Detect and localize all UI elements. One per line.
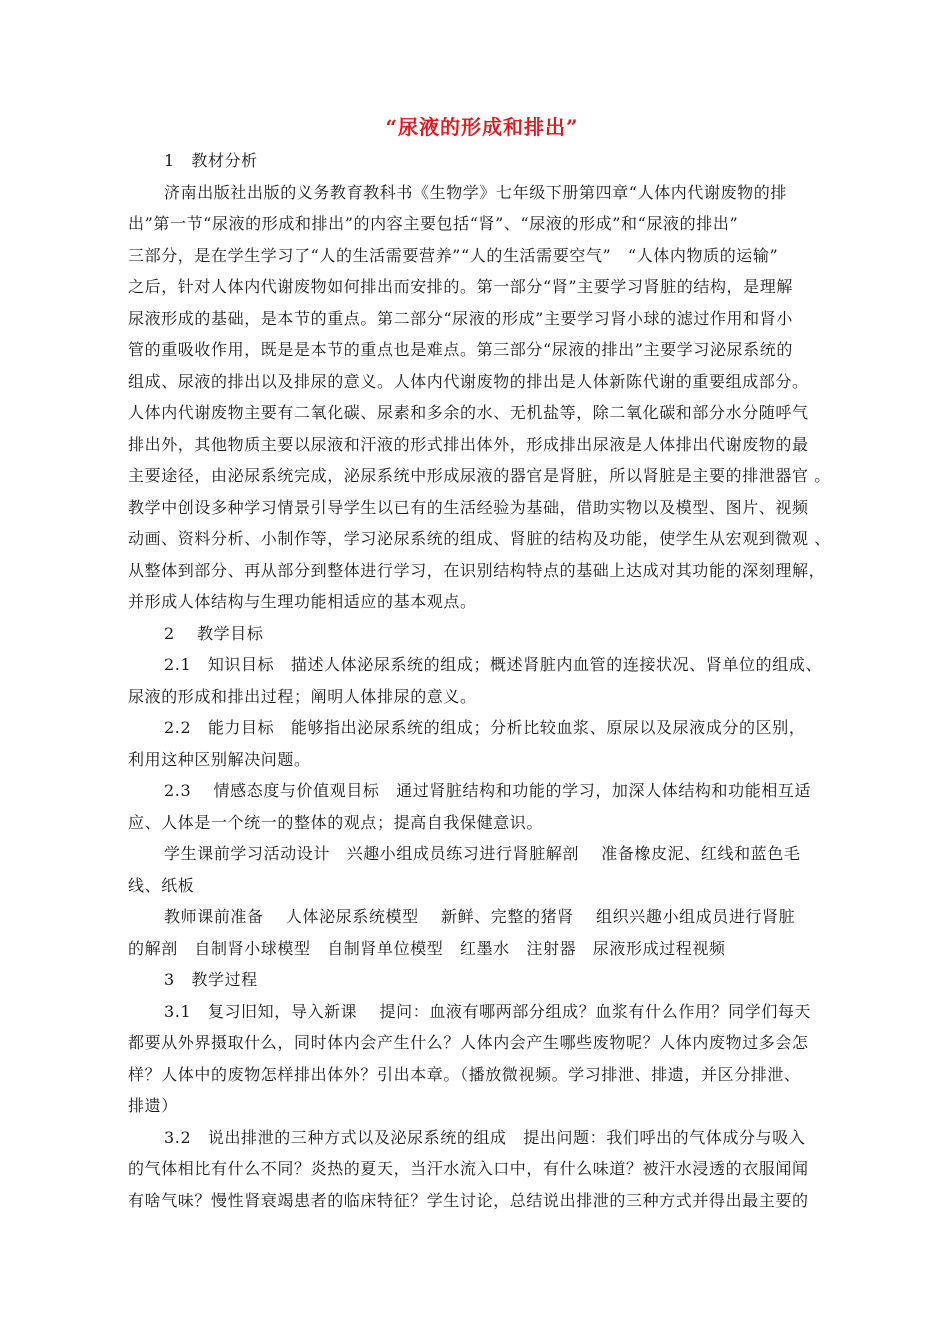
text-line: 3.1 复习旧知，导入新课 提问：血液有哪两部分组成？血浆有什么作用？同学们每天 xyxy=(164,1001,812,1021)
text-line: 教学中创设多种学习情景引导学生以已有的生活经验为基础，借助实物以及模型、图片、视频 xyxy=(128,497,809,517)
document-title: “尿液的形成和排出” xyxy=(385,115,579,139)
text-line: 的解剖 自制肾小球模型 自制肾单位模型 红墨水 注射器 尿液形成过程视频 xyxy=(128,938,726,958)
text-line: 从整体到部分、再从部分到整体进行学习，在识别结构特点的基础上达成对其功能的深刻理解， xyxy=(128,560,826,580)
text-line: 出”第一节“尿液的形成和排出”的内容主要包括“肾”、“尿液的形成”和“尿液的排出” xyxy=(128,214,739,233)
text-line: 2.1 知识目标 描述人体泌尿系统的组成；概述肾脏内血管的连接状况、肾单位的组成、 xyxy=(164,655,823,674)
text-line: 动画、资料分析、小制作等，学习泌尿系统的组成、肾脏的结构及功能，使学生从宏观到微观 、 xyxy=(128,529,831,548)
text-line: 的气体相比有什么不同？炎热的夏天，当汗水流入口中，有什么味道？被汗水浸透的衣服闻闻 xyxy=(128,1159,809,1178)
text-line: 尿液的形成和排出过程；阐明人体排尿的意义。 xyxy=(128,686,477,706)
text-line: 人体内代谢废物主要有二氧化碳、尿素和多余的水、无机盐等，除二氧化碳和部分水分随呼气 xyxy=(128,403,809,422)
text-line: 2 教学目标 xyxy=(164,623,264,643)
text-line: 2.2 能力目标 能够指出泌尿系统的组成；分析比较血浆、原尿以及尿液成分的区别， xyxy=(164,718,806,737)
document-page xyxy=(128,112,836,1216)
text-line: 有啥气味？慢性肾衰竭患者的临床特征？学生讨论，总结说出排泄的三种方式并得出最主要的 xyxy=(128,1190,809,1210)
text-line: 都要从外界摄取什么，同时体内会产生什么？人体内会产生哪些废物呢？人体内废物过多会怎 xyxy=(128,1033,809,1052)
text-line: 3 教学过程 xyxy=(164,970,258,989)
text-line: 尿液形成的基础，是本节的重点。第二部分“尿液的形成”主要学习肾小球的滤过作用和肾小 xyxy=(128,308,793,328)
text-line: 样？人体中的废物怎样排出体外？引出本章。（播放微视频。学习排泄、排遗，并区分排泄、 xyxy=(128,1064,801,1084)
text-line: 利用这种区别解决问题。 xyxy=(128,749,311,769)
text-line: 组成、尿液的排出以及排尿的意义。人体内代谢废物的排出是人体新陈代谢的重要组成部分。 xyxy=(128,371,809,391)
text-line: 线、纸板 xyxy=(128,875,195,895)
text-line: 应、人体是一个统一的整体的观点；提高自我保健意识。 xyxy=(128,812,544,832)
text-line: 1 教材分析 xyxy=(164,151,258,170)
text-line: 学生课前学习活动设计 兴趣小组成员练习进行肾脏解剖 准备橡皮泥、红线和蓝色毛 xyxy=(164,844,801,863)
document-body xyxy=(128,145,836,1216)
text-line: 管的重吸收作用，既是是本节的重点也是难点。第三部分“尿液的排出”主要学习泌尿系统的 xyxy=(128,340,793,359)
text-line: 2.3 情感态度与价值观目标 通过肾脏结构和功能的学习，加深人体结构和功能相互适 xyxy=(164,781,812,800)
text-line: 并形成人体结构与生理功能相适应的基本观点。 xyxy=(128,592,477,611)
text-line: 排出外，其他物质主要以尿液和汗液的形式排出体外，形成排出尿液是人体排出代谢废物的最 xyxy=(128,434,809,454)
text-line: 教师课前准备 人体泌尿系统模型 新鲜、完整的猪肾 组织兴趣小组成员进行肾脏 xyxy=(164,907,796,926)
text-line: 之后，针对人体内代谢废物如何排出而安排的。第一部分“肾”主要学习肾脏的结构，是理解 xyxy=(128,277,793,296)
text-line: 三部分，是在学生学习了“人的生活需要营养”“人的生活需要空气” “人体内物质的运输” xyxy=(128,245,779,265)
text-line: 主要途径，由泌尿系统完成，泌尿系统中形成尿液的器官是肾脏，所以肾脏是主要的排泄器官 。 xyxy=(128,466,831,485)
text-line: 3.2 说出排泄的三种方式以及泌尿系统的组成 提出问题：我们呼出的气体成分与吸入 xyxy=(164,1127,806,1147)
text-line: 排遗） xyxy=(128,1096,178,1115)
text-line: 济南出版社出版的义务教育教科书《生物学》七年级下册第四章“人体内代谢废物的排 xyxy=(164,182,787,202)
